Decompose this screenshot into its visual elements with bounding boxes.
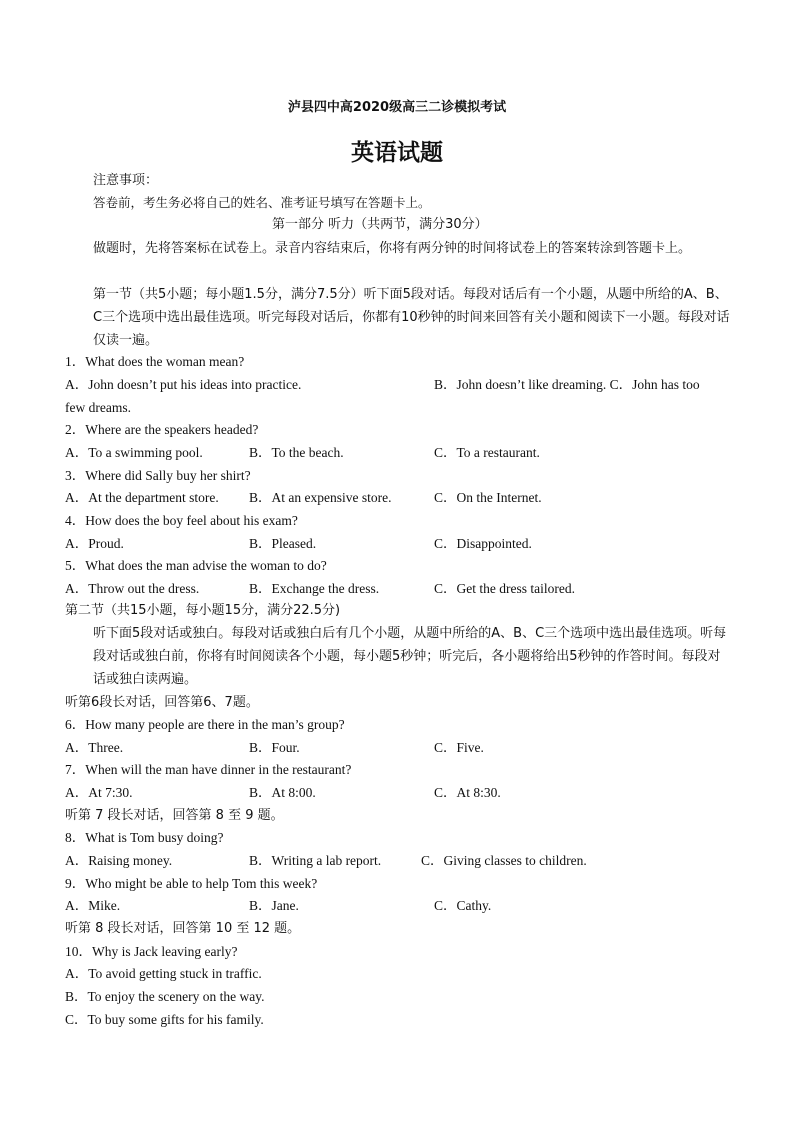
- question-10-option-c: C．To buy some gifts for his family.: [65, 1012, 264, 1027]
- question-4-option-b: B．Pleased.: [249, 536, 317, 551]
- question-4-stem: 4．How does the boy feel about his exam?: [65, 513, 298, 528]
- question-9-option-c: C．Cathy.: [434, 898, 492, 913]
- question-7-option-a: A．At 7:30.: [65, 785, 133, 800]
- question-9-option-a: A．Mike.: [65, 898, 121, 913]
- dialog-7-instruction: 听第 7 段长对话，回答第 8 至 9 题。: [65, 808, 284, 823]
- dialog-8-instruction: 听第 8 段长对话，回答第 10 至 12 题。: [65, 921, 301, 936]
- question-7-option-b: B．At 8:00.: [249, 785, 316, 800]
- part1-intro-text: 做题时，先将答案标在试卷上。录音内容结束后，你将有两分钟的时间将试卷上的答案转涂到答题卡上。: [93, 241, 692, 256]
- question-3-stem: 3．Where did Sally buy her shirt?: [65, 468, 251, 483]
- question-10-option-b: B．To enjoy the scenery on the way.: [65, 989, 265, 1004]
- school-exam-title: 泸县四中高2020级高三二诊模拟考试: [287, 100, 507, 115]
- part1-title: 第一部分 听力（共两节，满分30分）: [272, 217, 488, 232]
- question-2-option-a: A．To a swimming pool.: [65, 445, 203, 460]
- section1-instructions: [65, 283, 733, 352]
- question-5-stem: 5．What does the man advise the woman to do?: [65, 558, 327, 573]
- question-1-option-a: A．John doesn’t put his ideas into practice.: [65, 377, 302, 392]
- notice-item-1: 答卷前，考生务必将自己的姓名、准考证号填写在答题卡上。: [93, 195, 431, 210]
- section2-title: 第二节（共15小题，每小题15分，满分22.5分): [65, 603, 341, 618]
- question-5-option-b: B．Exchange the dress.: [249, 581, 380, 596]
- question-1-option-b-c: B．John doesn’t like dreaming. C．John has too: [434, 377, 700, 392]
- question-3-option-a: A．At the department store.: [65, 490, 219, 505]
- question-8-stem: 8．What is Tom busy doing?: [65, 830, 224, 845]
- question-8-option-a: A．Raising money.: [65, 853, 173, 868]
- section2-instructions-text: 听下面5段对话或独白。每段对话或独白后有几个小题，从题中所给的A、B、C三个选项中选出最佳选项。听每段对话或独白前，你将有时间阅读各个小题，每小题5秒钟；听完后，各小题将给出5秒钟的作答时间。每段对话或独白读两遍。: [93, 626, 727, 687]
- question-1-stem: 1．What does the woman mean?: [65, 354, 245, 369]
- question-9-option-b: B．Jane.: [249, 898, 299, 913]
- question-6-stem: 6．How many people are there in the man’s group?: [65, 717, 345, 732]
- question-4-option-a: A．Proud.: [65, 536, 124, 551]
- question-4-option-c: C．Disappointed.: [434, 536, 532, 551]
- question-6-option-b: B．Four.: [249, 740, 300, 755]
- question-2-option-b: B．To the beach.: [249, 445, 344, 460]
- dialog-6-instruction: 听第6段长对话，回答第6、7题。: [65, 695, 259, 710]
- question-3-option-c: C．On the Internet.: [434, 490, 542, 505]
- question-6-option-c: C．Five.: [434, 740, 484, 755]
- subject-title: 英语试题: [351, 140, 443, 166]
- question-10-stem: 10．Why is Jack leaving early?: [65, 944, 238, 959]
- question-2-option-c: C．To a restaurant.: [434, 445, 540, 460]
- question-1-option-c-cont: few dreams.: [65, 400, 131, 415]
- question-10-option-a: A．To avoid getting stuck in traffic.: [65, 966, 262, 981]
- question-7-stem: 7．When will the man have dinner in the restaurant?: [65, 762, 352, 777]
- section1-instructions-text: 第一节（共5小题；每小题1.5分，满分7.5分）听下面5段对话。每段对话后有一个小题，从题中所给的A、B、C三个选项中选出最佳选项。听完每段对话后，你都有10秒钟的时间来回答有关小题和阅读下一小题。每段对话仅读一遍。: [93, 287, 730, 348]
- question-5-option-a: A．Throw out the dress.: [65, 581, 200, 596]
- question-7-option-c: C．At 8:30.: [434, 785, 501, 800]
- section2-instructions: [65, 622, 733, 691]
- question-5-option-c: C．Get the dress tailored.: [434, 581, 575, 596]
- question-2-stem: 2．Where are the speakers headed?: [65, 422, 259, 437]
- part1-intro: [65, 237, 733, 260]
- question-6-option-a: A．Three.: [65, 740, 124, 755]
- question-3-option-b: B．At an expensive store.: [249, 490, 392, 505]
- notice-heading: 注意事项：: [93, 173, 159, 188]
- question-8-option-c: C．Giving classes to children.: [421, 853, 587, 868]
- question-9-stem: 9．Who might be able to help Tom this week?: [65, 876, 318, 891]
- question-8-option-b: B．Writing a lab report.: [249, 853, 382, 868]
